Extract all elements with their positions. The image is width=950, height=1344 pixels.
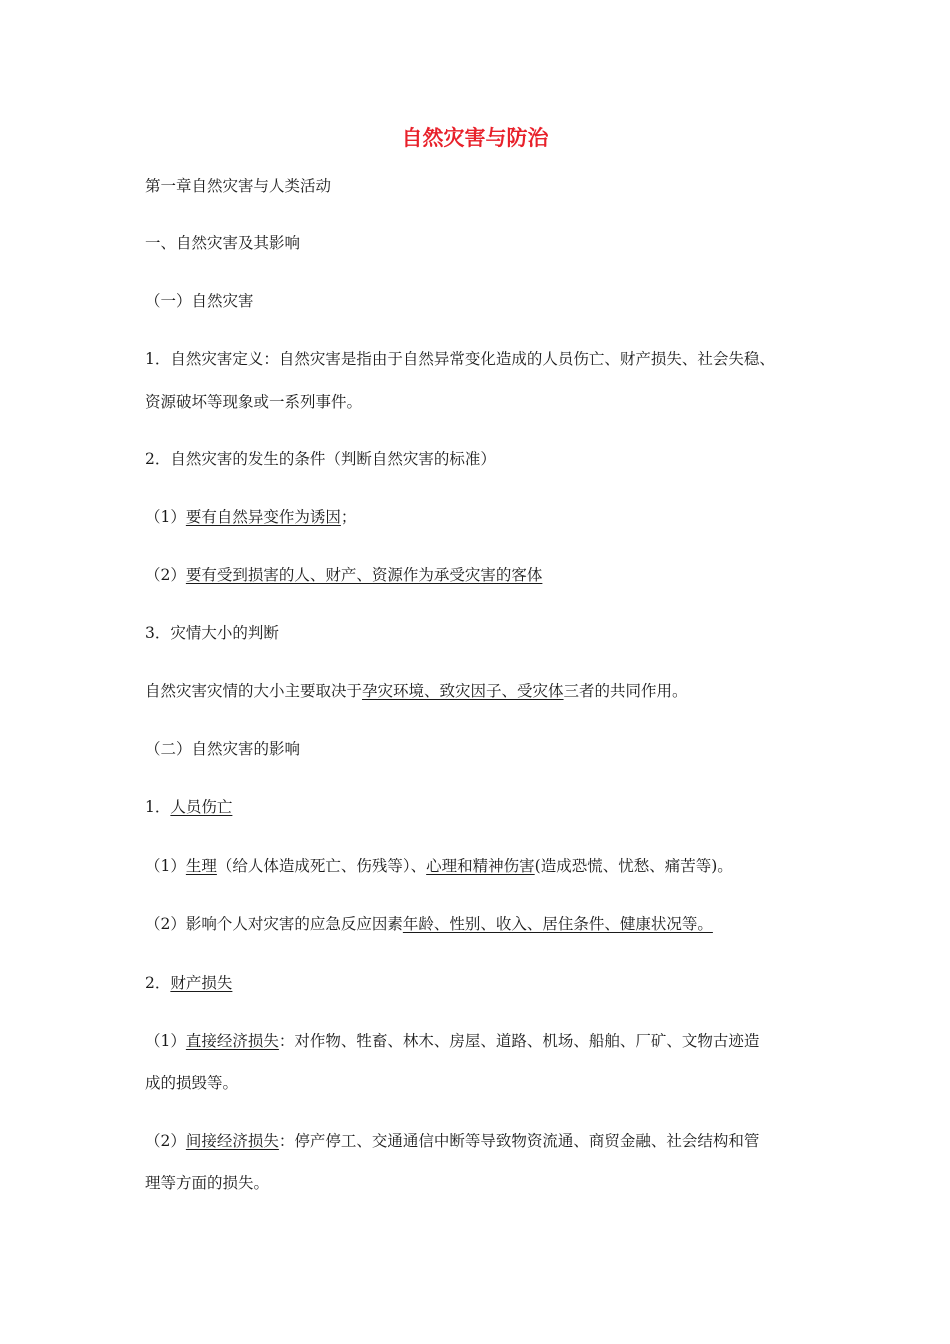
section-heading: 一、自然灾害及其影响: [145, 234, 301, 252]
property-2-prefix: （2）: [145, 1132, 186, 1150]
condition-2-underlined: 要有受到损害的人、财产、资源作为承受灾害的客体: [185, 566, 543, 584]
casualty-2-underlined: 年龄、性别、收入、居住条件、健康状况等。: [402, 915, 713, 933]
document-title: 自然灾害与防治: [401, 126, 549, 150]
condition-1-suffix: ；: [340, 508, 357, 526]
severity-underlined: 孕灾环境、致灾因子、受灾体: [362, 682, 564, 700]
casualty-1-suffix: (造成恐慌、忧愁、痛苦等)。: [534, 857, 733, 875]
condition-2-prefix: （2）: [145, 566, 186, 584]
casualty-item-2: [145, 914, 845, 934]
condition-item-1: [145, 507, 845, 527]
casualty-1-prefix: （1）: [145, 857, 186, 875]
subsection-heading: （一）自然灾害: [145, 292, 254, 310]
condition-item-2: [145, 565, 845, 585]
property-underlined: 财产损失: [170, 974, 233, 992]
conditions-heading: 2．自然灾害的发生的条件（判断自然灾害的标准）: [145, 450, 496, 468]
property-1-underlined: 直接经济损失: [185, 1032, 279, 1050]
definition-paragraph-line-2: 资源破坏等现象或一系列事件。: [145, 393, 363, 411]
condition-1-underlined: 要有自然异变作为诱因: [185, 508, 341, 526]
property-item-1-line-2: 成的损毁等。: [145, 1074, 239, 1092]
property-item-2-line-2: 理等方面的损失。: [145, 1174, 270, 1192]
severity-prefix: 自然灾害灾情的大小主要取决于: [145, 682, 363, 700]
severity-paragraph: [145, 681, 845, 701]
severity-heading: 3．灾情大小的判断: [145, 624, 279, 642]
subsection-heading-2: （二）自然灾害的影响: [145, 740, 301, 758]
casualty-2-prefix: （2）影响个人对灾害的应急反应因素: [145, 915, 403, 933]
chapter-heading: 第一章自然灾害与人类活动: [145, 177, 332, 195]
property-prefix: 2．: [145, 974, 171, 992]
severity-suffix: 三者的共同作用。: [563, 682, 688, 700]
casualty-heading: [145, 797, 845, 817]
casualty-1-underlined-a: 生理: [185, 857, 217, 875]
casualty-item-1: [145, 856, 845, 876]
casualty-1-underlined-b: 心理和精神伤害: [426, 857, 535, 875]
property-1-suffix: ：对作物、牲畜、林木、房屋、道路、机场、船舶、厂矿、文物古迹造: [278, 1032, 760, 1050]
property-1-prefix: （1）: [145, 1032, 186, 1050]
property-heading: [145, 973, 845, 993]
casualty-underlined: 人员伤亡: [170, 798, 233, 816]
definition-paragraph-line-1: 1．自然灾害定义：自然灾害是指由于自然异常变化造成的人员伤亡、财产损失、社会失稳、: [145, 350, 775, 368]
casualty-1-middle: （给人体造成死亡、伤残等）、: [216, 857, 427, 875]
property-item-1-line-1: [145, 1031, 845, 1051]
condition-1-prefix: （1）: [145, 508, 186, 526]
property-item-2-line-1: [145, 1131, 845, 1151]
property-2-underlined: 间接经济损失: [185, 1132, 279, 1150]
casualty-prefix: 1．: [145, 798, 171, 816]
property-2-suffix: ：停产停工、交通通信中断等导致物资流通、商贸金融、社会结构和管: [278, 1132, 760, 1150]
